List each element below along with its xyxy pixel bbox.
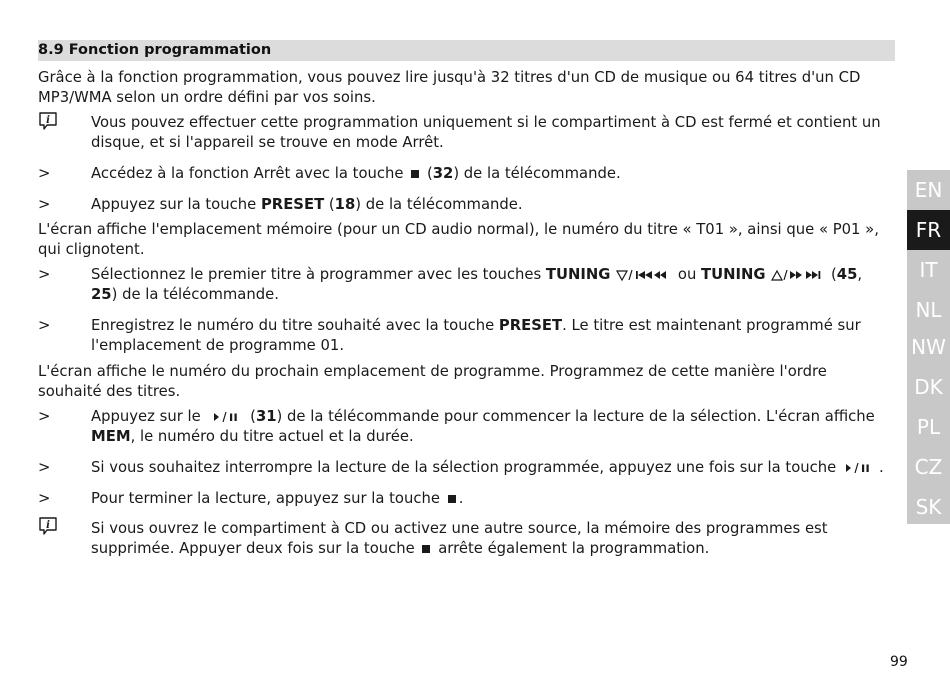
step-3-text xyxy=(91,265,893,305)
step-6-text-a: Si vous souhaitez interrompre la lecture de la sélection programmée, appuyez une fois sur la touche xyxy=(91,459,837,476)
language-tabs xyxy=(907,170,950,524)
section-title: 8.9 Fonction programmation xyxy=(38,42,272,58)
language-tab-it[interactable]: IT xyxy=(919,258,938,282)
step-3-text-c: ) de la télécommande. xyxy=(111,286,279,303)
step-7-period: . xyxy=(458,490,464,507)
language-tab-dk[interactable]: DK xyxy=(914,375,943,399)
step-5-text-b: ) de la télécommande pour commencer la lecture de la sélection. L'écran affiche xyxy=(276,408,875,425)
intro-paragraph: Grâce à la fonction programmation, vous pouvez lire jusqu'à 32 titres d'un CD de musique ou 64 titres d'un CD MP3/WMA selon un ordre défini par vos soins. xyxy=(38,69,861,106)
stop-icon xyxy=(445,493,459,505)
language-tab-cz[interactable]: CZ xyxy=(914,455,943,479)
play-pause-icon xyxy=(205,410,245,424)
step-marker: > xyxy=(38,408,51,425)
step-4-text-b: . Le titre est maintenant programmé sur l'emplacement de programme 01. xyxy=(91,317,861,354)
display-paragraph-2: L'écran affiche le numéro du prochain emplacement de programme. Programmez de cette manière l'ordre souhaité des titres. xyxy=(38,363,827,400)
step-5-text-a: Appuyez sur le xyxy=(91,408,201,425)
tuning-down-skip-back-icon xyxy=(615,268,673,282)
info-icon xyxy=(38,112,58,130)
step-1-paren: ( xyxy=(426,165,433,182)
step-1-text-a: Accédez à la fonction Arrêt avec la touche xyxy=(91,165,404,182)
step-2-key-preset: PRESET xyxy=(260,196,325,213)
step-3-key-tuning-down: TUNING xyxy=(545,266,611,283)
step-7-text xyxy=(91,489,893,509)
step-2-paren: ( xyxy=(328,196,335,213)
step-5-key-number: 31 xyxy=(255,408,277,425)
step-5-text xyxy=(91,407,893,447)
stop-icon xyxy=(408,168,422,180)
step-7-text-a: Pour terminer la lecture, appuyez sur la touche xyxy=(91,490,440,507)
step-1-key-number: 32 xyxy=(432,165,454,182)
page-number: 99 xyxy=(890,654,908,670)
language-tab-pl[interactable]: PL xyxy=(916,415,941,439)
step-4-text-a: Enregistrez le numéro du titre souhaité avec la touche xyxy=(91,317,495,334)
step-marker: > xyxy=(38,459,51,476)
svg-text:i: i xyxy=(46,115,50,126)
language-tab-en[interactable]: EN xyxy=(914,178,943,202)
info-icon xyxy=(38,517,58,535)
step-2-key-number: 18 xyxy=(334,196,356,213)
step-marker: > xyxy=(38,266,51,283)
step-4-text xyxy=(91,316,893,356)
play-pause-icon xyxy=(841,461,879,475)
step-6-text xyxy=(91,458,931,478)
step-3-comma: , xyxy=(857,266,863,283)
step-3-key-number-1: 45 xyxy=(836,266,858,283)
step-2-text-c: ) de la télécommande. xyxy=(355,196,523,213)
language-tab-nl[interactable]: NL xyxy=(915,298,942,322)
stop-icon xyxy=(419,543,433,555)
step-3-text-a: Sélectionnez le premier titre à programmer avec les touches xyxy=(91,266,542,283)
step-4-key-preset: PRESET xyxy=(498,317,563,334)
step-marker: > xyxy=(38,317,51,334)
step-5-paren: ( xyxy=(250,408,256,425)
step-3-or: ou xyxy=(677,266,697,283)
step-marker: > xyxy=(38,165,51,182)
note-2-text-a: Si vous ouvrez le compartiment à CD ou activez une autre source, la mémoire des programmes est supprimée. Appuyer deux fois sur la touche xyxy=(91,520,828,557)
note-2-text-b: arrête également la programmation. xyxy=(438,540,710,557)
svg-text:i: i xyxy=(46,520,50,531)
step-1-text-c: ) de la télécommande. xyxy=(453,165,621,182)
step-2-text xyxy=(91,195,893,215)
step-marker: > xyxy=(38,196,51,213)
note-2-text xyxy=(91,519,893,559)
step-5-key-mem: MEM xyxy=(91,428,131,445)
step-2-text-a: Appuyez sur la touche xyxy=(91,196,257,213)
language-tab-fr[interactable]: FR xyxy=(907,210,950,250)
step-1-text xyxy=(91,164,893,184)
language-tab-nw[interactable]: NW xyxy=(911,335,946,359)
tuning-up-skip-forward-icon xyxy=(770,268,826,282)
step-3-key-number-2: 25 xyxy=(91,286,112,303)
step-marker: > xyxy=(38,490,51,507)
step-3-key-tuning-up: TUNING xyxy=(701,266,766,283)
step-5-text-c: , le numéro du titre actuel et la durée. xyxy=(130,428,414,445)
display-paragraph-1: L'écran affiche l'emplacement mémoire (pour un CD audio normal), le numéro du titre « T01 », ainsi que « P01 », qui clignotent. xyxy=(38,221,879,258)
step-3-paren: ( xyxy=(831,266,837,283)
language-tab-sk[interactable]: SK xyxy=(915,495,942,519)
note-1-text: Vous pouvez effectuer cette programmation uniquement si le compartiment à CD est fermé et contient un disque, et si l'appareil se trouve en mode Arrêt. xyxy=(91,114,881,151)
step-6-period: . xyxy=(878,459,884,476)
